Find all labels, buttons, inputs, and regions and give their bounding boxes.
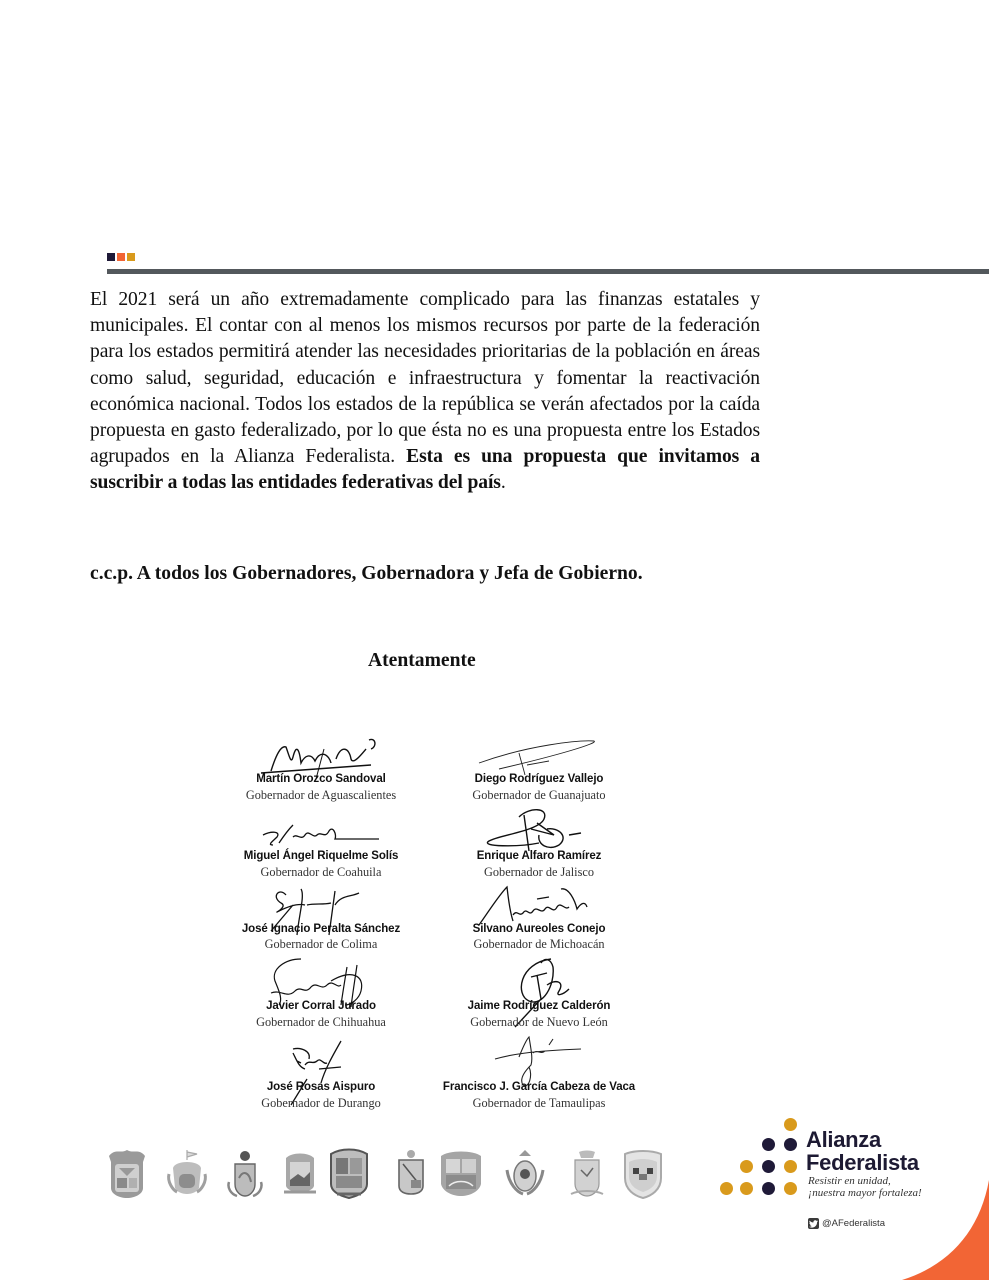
body-paragraph [90, 287, 760, 497]
logo-dot-gold [784, 1118, 797, 1131]
signature-block [419, 955, 659, 1030]
logo-dot-navy [762, 1182, 775, 1195]
signature-block [201, 1035, 441, 1110]
handwritten-signature [201, 815, 441, 855]
nuevo-leon-coat-of-arms [389, 1148, 433, 1200]
signatory-name: Jaime Rodríguez Calderón [467, 1000, 611, 1012]
logo-wordmark-line1: Alianza [806, 1127, 881, 1152]
header-color-marker [107, 253, 135, 261]
signature-block [201, 735, 441, 805]
signatory-role: Gobernador de Aguascalientes [245, 788, 397, 802]
logo-dot-gold [720, 1182, 733, 1195]
chihuahua-coat-of-arms [621, 1148, 665, 1200]
aguascalientes-coat-of-arms [105, 1148, 149, 1200]
signatory-name: Silvano Aureoles Conejo [472, 923, 606, 935]
signatory-role: Gobernador de Tamaulipas [472, 1096, 606, 1110]
colima-coat-of-arms [223, 1148, 267, 1200]
signatory-name: Enrique Alfaro Ramírez [476, 850, 602, 862]
signature-block [419, 735, 659, 805]
body-paragraph-end: . [500, 472, 506, 494]
body-paragraph-emphasis: Esta es una propuesta que invitamos a suscribir a todas las entidades federativas del país [90, 446, 760, 494]
logo-dot-gold [740, 1160, 753, 1173]
signatory-role: Gobernador de Chihuahua [256, 1015, 386, 1029]
signatory-role: Gobernador de Jalisco [484, 865, 594, 879]
signature-block [201, 955, 441, 1030]
twitter-icon [808, 1218, 819, 1229]
body-paragraph-regular: El 2021 será un año extremadamente complicado para las finanzas estatales y municipales. El contar con al menos los mismos recursos por parte de la federación para los estados permitirá atender las necesidades prioritarias de la población en áreas como salud, seguridad, educación e infraestructura y fomentar la reactivación económica nacional. Todos los estados de la república se verán afectados por la caída propuesta en gasto federalizado, por lo que ésta no es una propuesta entre los Estados agrupados en la Alianza Federalista. [90, 289, 760, 468]
marker-square-navy [107, 253, 115, 261]
michoacan-coat-of-arms [278, 1148, 322, 1200]
marker-square-orange [117, 253, 125, 261]
jalisco-coat-of-arms [503, 1148, 547, 1200]
logo-wordmark-line2: Federalista [806, 1150, 919, 1175]
durango-coat-of-arms [327, 1148, 371, 1200]
signature-block [419, 1035, 659, 1110]
signatory-name: Javier Corral Jurado [266, 1000, 376, 1012]
closing-salutation: Atentamente [368, 650, 476, 671]
signatory-role: Gobernador de Durango [261, 1096, 381, 1110]
alianza-federalista-logo-mark [718, 1118, 808, 1203]
signatory-name: José Rosas Aispuro [266, 1081, 376, 1093]
twitter-handle: @AFederalista [822, 1218, 885, 1229]
signature-block [201, 885, 441, 955]
coahuila-coat-of-arms [565, 1148, 609, 1200]
handwritten-signature [419, 805, 659, 855]
logo-dot-navy [762, 1138, 775, 1151]
signatory-name: Miguel Ángel Riquelme Solís [243, 850, 399, 862]
logo-dot-gold [784, 1182, 797, 1195]
orange-corner-accent [880, 1160, 989, 1280]
state-coats-of-arms [103, 1148, 673, 1200]
signature-block [419, 805, 659, 880]
signatory-role: Gobernador de Guanajuato [472, 788, 606, 802]
signatory-role: Gobernador de Coahuila [260, 865, 382, 879]
signatory-role: Gobernador de Michoacán [473, 937, 605, 951]
guanajuato-coat-of-arms [165, 1148, 209, 1200]
logo-dot-navy [762, 1160, 775, 1173]
carbon-copy-line: c.c.p. A todos los Gobernadores, Gobernadora y Jefa de Gobierno. [90, 563, 643, 584]
signatory-name: Francisco J. García Cabeza de Vaca [442, 1081, 636, 1093]
logo-dot-gold [784, 1160, 797, 1173]
marker-square-gold [127, 253, 135, 261]
logo-dot-navy [784, 1138, 797, 1151]
twitter-handle-row [808, 1218, 885, 1229]
signature-block [201, 815, 441, 880]
tamaulipas-coat-of-arms [439, 1148, 483, 1200]
signatory-name: Martín Orozco Sandoval [256, 773, 386, 785]
signature-block [419, 885, 659, 955]
signatory-role: Gobernador de Colima [264, 937, 378, 951]
logo-dot-gold [740, 1182, 753, 1195]
logo-tagline-line2: ¡nuestra mayor fortaleza! [808, 1187, 922, 1199]
signatory-name: Diego Rodríguez Vallejo [474, 773, 604, 785]
signatory-name: José Ignacio Peralta Sánchez [241, 923, 401, 935]
header-divider [107, 269, 989, 274]
logo-tagline-line1: Resistir en unidad, [808, 1175, 891, 1187]
signatory-role: Gobernador de Nuevo León [470, 1015, 608, 1029]
